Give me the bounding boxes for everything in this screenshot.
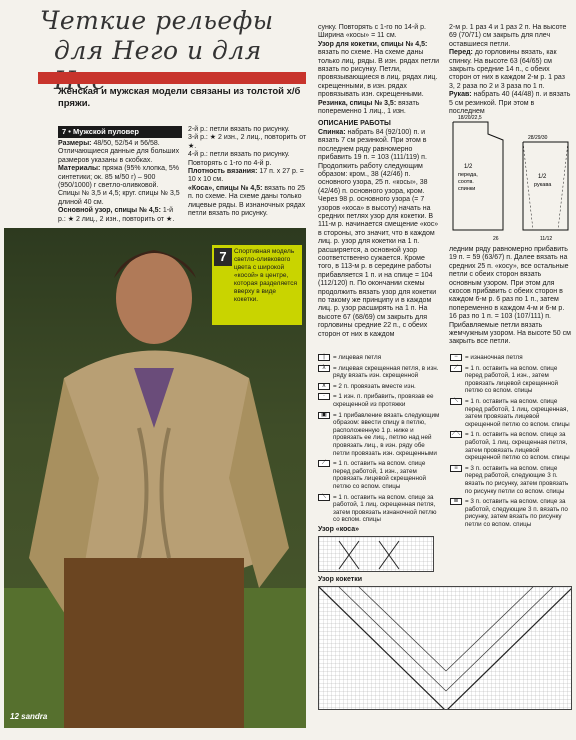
legend-description: = 1 п. оставить на вспом. спице перед работой, 1 изн., затем провязать лицевой скрещенной петлю со вспом. спицы xyxy=(333,460,427,490)
legend-description: = 1 п. оставить на вспом. спице за работой, 1 лиц. скрещенная петля, затем провязать лицевой скрещенной петлю со вспом. спицы xyxy=(465,431,570,462)
stitch-symbol-icon: − xyxy=(450,354,462,361)
legend-item xyxy=(450,431,574,461)
legend-description: = 1 п. оставить на вспом. спице за работой, 1 лиц. скрещенная петля, затем провязать изнаночной петлю со вспом. спицы xyxy=(333,493,437,524)
yoke-chart xyxy=(318,586,572,710)
yoke-label: Узор для кокетки, спицы № 4,5: xyxy=(318,40,428,48)
dim-label: 28/29/30 xyxy=(528,135,548,141)
main-pattern-text: 1-й р.: ★ 2 лиц., 2 изн., повторить от ★. xyxy=(58,207,175,223)
legend-item xyxy=(318,494,442,524)
density-label: Плотность вязания: xyxy=(188,168,258,176)
model-number-badge: 7 xyxy=(214,248,232,266)
yoke-instructions xyxy=(318,24,442,339)
legend-item xyxy=(450,465,574,495)
legend-description: = 2 п. провязать вместе изн. xyxy=(333,382,416,390)
sleeve-schematic-label: 1/2 xyxy=(538,174,547,180)
legend-description: = изнаночная петля xyxy=(465,354,523,361)
kosa-chart xyxy=(318,536,434,572)
stitch-symbol-icon: ▣ xyxy=(318,412,330,419)
legend-right xyxy=(450,354,574,531)
stitch-symbol-icon: ≡ xyxy=(450,465,462,472)
front-schematic-label-4: спинки xyxy=(458,186,476,192)
legend-description: = лицевая скрещенная петля, в изн. ряду вязать изн. скрещенной xyxy=(333,364,439,380)
model-tag: 7 • Мужской пуловер xyxy=(58,126,182,138)
kosa-text: вязать по 25 п. по схеме. На схеме даны только лицевые ряды. В изнаночных рядах петли вязать по рисунку. xyxy=(188,184,306,218)
yoke-text: вязать по схеме. На схеме даны только лиц. ряды. В изн. рядах петли вязать по рисунку. Петли, провязывающиеся в лиц. рядах лиц. скрещенными, в изн. рядах провязывать изн. скрещенными. xyxy=(318,49,440,99)
stitch-symbol-icon: | xyxy=(318,354,330,361)
legend-item xyxy=(318,383,442,391)
legend-item xyxy=(318,460,442,490)
sleeve-text: набрать 40 (44/48) п. и вязать 5 см резинкой. При этом в последнем xyxy=(449,91,571,116)
legend-item xyxy=(318,393,442,408)
stitch-symbol-icon: λ xyxy=(318,365,330,372)
front-text: до горловины вязать, как спинку. На высоте 63 (64/65) см закрыть средние 14 п., с обеих сторон от них в каждом 2-м р. 1 раз 3, 2 раза по 2 и 3 раза по 1 п. xyxy=(449,49,565,90)
back-text: набрать 84 (92/100) п. и вязать 7 см резинкой. При этом в последнем ряду равномерно прибавить 19 п. = 103 (111/119) п. Продолжить работу следующим образом: кром., 38 (42/46) п. основного узора, 25 п. «косы», 38 (42/46) п. основного узора, кром. Через 98 р. основного узора (= 7 узоров «коса» в высоту) начать на средних петлях узор для кокетки. В 111-м р. начинается смещение «кос» в стороны, это значит, что в каждом лиц. р. узор для кокетки на 1 п. расширяется, а основной узор соответственно сужается. Кроме того, в 113-м р. в середине работы прибавляется 1 п. и на спице = 104 (112/120) п. По окончании схемы продолжить вязать узор для кокетки по такому же принципу и в каждом лиц. р. узор расширять на 1 п. На высоте 67 (68/69) см закрыть для горловины средние 22 п., с обеих сторон от них в каждом xyxy=(318,128,439,338)
sizes-text: 48/50, 52/54 и 56/58. Отличающиеся данные для больших размеров указаны в скобках. xyxy=(58,140,180,164)
stitch-symbol-icon: ∧ xyxy=(318,383,330,390)
front-sleeve-instructions xyxy=(449,24,571,116)
sizes-label: Размеры: xyxy=(58,140,92,147)
work-section-title: ОПИСАНИЕ РАБОТЫ xyxy=(318,120,391,128)
main-pattern-label: Основной узор, спицы № 4,5: xyxy=(58,207,161,215)
kosa-chart-title: Узор «коса» xyxy=(318,526,360,533)
legend-item xyxy=(450,398,574,428)
legend-left xyxy=(318,354,442,527)
sleeve-schematic-label-2: рукава xyxy=(534,182,552,188)
row-3-text: 3-й р.: ★ 2 изн., 2 лиц., повторить от ★. xyxy=(188,134,307,150)
legend-description: = лицевая петля xyxy=(333,354,382,361)
schematic-drawing xyxy=(448,112,574,244)
title-line-2: для Него и для xyxy=(54,36,262,65)
materials-label: Материалы: xyxy=(58,165,101,173)
yoke-grid xyxy=(319,587,572,710)
legend-description: = 3 п. оставить на вспом. спице перед работой, следующие 3 п. вязать по рисунку, затем провязать по рисунку петли со вспом. спицы xyxy=(465,464,569,495)
front-schematic-label-3: соотв. xyxy=(458,179,474,185)
row-2-text: 2-й р.: петли вязать по рисунку. xyxy=(188,126,290,133)
garment-schematic xyxy=(448,112,574,244)
pattern-instructions xyxy=(188,126,310,218)
kosa-grid xyxy=(319,537,434,572)
dim-label: 18/20/22,5 xyxy=(458,115,482,121)
stitch-symbol-icon: · xyxy=(318,393,330,400)
front-schematic-label: 1/2 xyxy=(464,164,473,170)
title-line-1: Четкие рельефы xyxy=(40,6,274,35)
stitch-symbol-icon: ⟋ xyxy=(450,365,462,372)
stitch-symbol-icon: ≣ xyxy=(450,498,462,505)
page-number: 12 sandra xyxy=(10,712,48,721)
materials-text: пряжа (95% хлопка, 5% синтетики; ок. 85 м/50 г) – 900 (950/1000) г светло-оливковой. Спицы № 3,5 и 4,5; круг. спицы № 3,5 длиной 40 см. xyxy=(58,165,180,206)
rib-label: Резинка, спицы № 3,5: xyxy=(318,99,397,107)
legend-item xyxy=(318,412,442,458)
legend-item xyxy=(450,354,574,362)
neck-text: 2-м р. 1 раз 4 и 1 раз 2 п. На высоте 69 (70/71) см закрыть для плеч оставшиеся петли. xyxy=(449,24,567,48)
repeat-text: Повторять с 1-го по 4-й р. xyxy=(188,159,272,167)
legend-item xyxy=(318,354,442,362)
rib-text: вязать попеременно 1 лиц., 1 изн. xyxy=(318,99,420,116)
stitch-symbol-icon: ⟍ xyxy=(450,398,462,405)
kosa-repeat-text: сунку. Повторять с 1-го по 14-й р. Ширина «косы» = 11 см. xyxy=(318,24,426,40)
stitch-symbol-icon: ⟋⟍ xyxy=(451,431,461,438)
kosa-label: «Коса», спицы № 4,5: xyxy=(188,184,263,192)
dim-label: 11/12 xyxy=(540,236,553,242)
legend-description: = 1 изн. п. прибавить, провязав ее скрещенной из протяжки xyxy=(333,393,434,408)
front-schematic-label-2: переда, xyxy=(458,172,478,178)
dim-label: 26 xyxy=(493,236,499,242)
yoke-chart-title: Узор кокетки xyxy=(318,576,363,583)
legend-item xyxy=(318,365,442,380)
legend-description: = 1 прибавление вязать следующим образом: ввести спицу в петлю, расположенную 1 р. ниже и провязать ее лиц., петлю над ней провязать лиц., в изн. ряду обе петли провязать изн. скрещенными xyxy=(333,411,440,457)
legend-description: = 1 п. оставить на вспом. спице перед работой, 1 изн., затем провязать лицевой скрещенной петлю со вспом. спицы xyxy=(465,364,559,395)
model-specs xyxy=(58,140,182,224)
legend-description: = 1 п. оставить на вспом. спице перед работой, 1 лиц. скрещенная, затем провязать лицевой скрещенной петлю со вспом. спицы xyxy=(465,397,570,428)
legend-description: = 3 п. оставить на вспом. спице за работой, следующие 3 п. вязать по рисунку, затем вязать по рисунку петли со вспом. спицы xyxy=(465,498,568,528)
subtitle: Женская и мужская модели связаны из толстой х/б пряжи. xyxy=(58,86,301,109)
stitch-symbol-icon: ⟍ xyxy=(318,494,330,501)
legend-item xyxy=(450,365,574,395)
stitch-symbol-icon: ⟋ xyxy=(318,460,330,467)
back-label: Спинка: xyxy=(318,128,346,136)
row-4-text: 4-й р.: петли вязать по рисунку. xyxy=(188,151,290,159)
sleeve-label: Рукав: xyxy=(449,91,472,99)
sleeve-continued: ледним ряду равномерно прибавить 19 п. = 59 (63/67) п. Далее вязать на средних 25 п. «косу», все остальные петли с обеих сторон вязать основным узором. При этом для скосов прибавить с обеих сторон в каждом 6-м р. 6 раз по 1 п., затем попеременно в каждом 4-м и 6-м р. 16 раз по 1 п. = 103 (107/111) п. Прибавляемые петли вязать жемчужным узором. На высоте 50 см закрыть все петли. xyxy=(449,246,571,346)
density-text: 17 п. х 27 р. = 10 х 10 см. xyxy=(188,168,304,184)
model-caption: Спортивная модель светло-оливкового цвета с широкой «косой» в центре, которая разделяется вверху в виде кокетки. xyxy=(234,248,298,303)
legend-item xyxy=(450,498,574,528)
front-label: Перед: xyxy=(449,49,473,57)
title-accent-bar xyxy=(38,72,306,84)
